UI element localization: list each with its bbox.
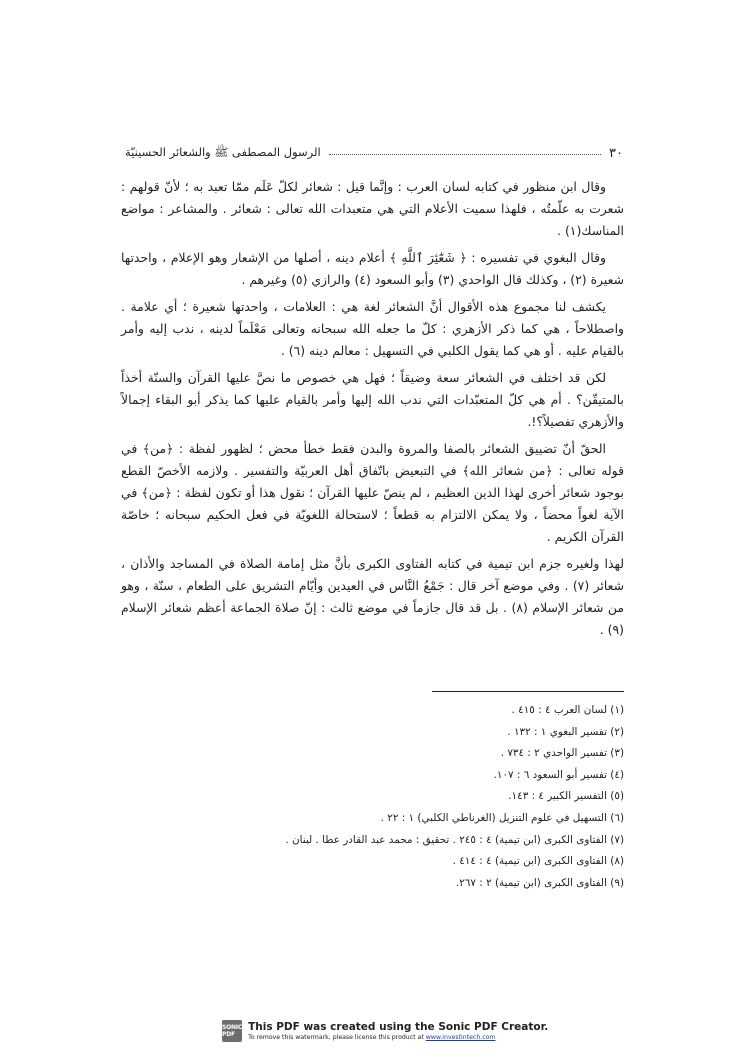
footnote-separator bbox=[432, 691, 624, 692]
paragraph: وقال ابن منظور في كتابه لسان العرب : وإنَّما قيل : شعائر لكلّ عَلَم ممّا تعبد به ؛ لأنّ قولهم : شعرت به علّمتُه ، فلهذا سميت الأعلام التي هي متعبدات الله تعالى : شعائر . والمشاعر : مواضع المناسك(١) . bbox=[121, 179, 624, 238]
footnote: (٧) الفتاوى الكبرى (ابن تيمية) ٤ : ٢٤٥ . تحقيق : محمد عبد القادر عطا . لبنان . bbox=[285, 833, 624, 846]
footnote: (٢) تفسير البغوي ١ : ١٣٢ . bbox=[507, 725, 624, 738]
watermark-title: This PDF was created using the Sonic PDF Creator. bbox=[248, 1020, 549, 1033]
paragraph: يكشف لنا مجموع هذه الأقوال أنَّ الشعائر لغة هي : العلامات ، واحدتها شعيرة ؛ أي علامة . واصطلاحاً ، هي كما ذكر الأزهري : كلّ ما جعله الله سبحانه وتعالى مَعْلَماً لدينه ، ندب إليه وأمر بالقيام عليه . أو هي كما يقول الكلبي في التسهيل : معالم دينه (٦) . bbox=[121, 299, 624, 358]
running-title: الرسول المصطفى ﷺ والشعائر الحسينيّة bbox=[125, 144, 321, 159]
footnote: (٦) التسهيل في علوم التنزيل (الغرناطي الكلبي) ١ : ٢٢ . bbox=[380, 811, 624, 824]
footnote: (١) لسان العرب ٤ : ٤١٥ . bbox=[511, 704, 624, 716]
paragraph: لكن قد اختلف في الشعائر سعة وضيقاً ؛ فهل هي خصوص ما نصَّ عليها القرآن والسنّة أخذاً بالمتيقّن؟ . أم هي كلّ المتعبّدات التي ندب الله إليها وأمر بالقيام عليها كما يذكر أبو البقاء إجمالاً والأزهري تفصيلاً؟!. bbox=[121, 370, 624, 429]
paragraph: لهذا ولغيره جزم ابن تيمية في كتابه الفتاوى الكبرى بأنَّ مثل إمامة الصلاة في المساجد والأذان ، شعائر (٧) . وفي موضع آخر قال : جَمْعُ النَّاس في العيدين وأيّام التشريق على الطعام ، سنّة ، وهو من شعائر الإسلام (٨) . بل قد قال جازماً في موضع ثالث : إنّ صلاة الجماعة أعظم شعائر الإسلام (٩) . bbox=[121, 556, 624, 637]
watermark-note bbox=[248, 1033, 548, 1042]
body-text bbox=[121, 176, 624, 646]
paragraph: الحقّ أنّ تضييق الشعائر بالصفا والمروة والبدن فقط خطأ محض ؛ لظهور لفظة : ﴿من﴾ في قوله تعالى : ﴿من شعائر الله﴾ في التبعيض باتّفاق أهل العربيّة والتفسير . ولازمه الأخصّ القطع بوجود شعائر أخرى لهذا الدين العظيم ، لم ينصّ عليها القرآن ؛ نقول هذا أو تكون لفظة : ﴿من﴾ في الآية لغواً محضاً ، ولا يمكن الالتزام به قطعاً ؛ لاستحالة اللغويّة في فعل الحكيم سبحانه ؛ خاصّة القرآن الكريم . bbox=[121, 441, 624, 544]
page-number: ٣٠ bbox=[609, 145, 623, 161]
sonic-pdf-logo-icon: SONIC PDF bbox=[222, 1020, 242, 1042]
footnote: (٤) تفسير أبو السعود ٦ : ١٠٧. bbox=[493, 768, 624, 781]
footnote: (٨) الفتاوى الكبرى (ابن تيمية) ٤ : ٤١٤ . bbox=[452, 855, 624, 868]
watermark-note-prefix: To remove this watermark, please license this product at bbox=[248, 1033, 426, 1041]
watermark-link[interactable]: www.investintech.com bbox=[425, 1033, 496, 1041]
paragraph: وقال البغوي في تفسيره : ﴿ شَعَٰٓئِرَ ٱللَّهِ ﴾ أعلام دينه ، أصلها من الإشعار وهو الإعلام ، واحدتها شعيرة (٢) ، وكذلك قال الواحدي (٣) وأبو السعود (٤) والرازي (٥) وغيرهم . bbox=[121, 250, 624, 287]
header-dotted-leader bbox=[329, 154, 601, 155]
footnote: (٥) التفسير الكبير ٤ : ١٤٣. bbox=[508, 790, 624, 803]
footnotes-list bbox=[200, 700, 624, 894]
footnote: (٩) الفتاوى الكبرى (ابن تيمية) ٢ : ٢٦٧. bbox=[455, 876, 624, 889]
watermark-text bbox=[248, 1021, 548, 1042]
watermark-banner bbox=[222, 1019, 549, 1043]
footnote: (٣) تفسير الواحدي ٢ : ٧٣٤ . bbox=[500, 747, 624, 760]
running-header bbox=[125, 143, 623, 163]
